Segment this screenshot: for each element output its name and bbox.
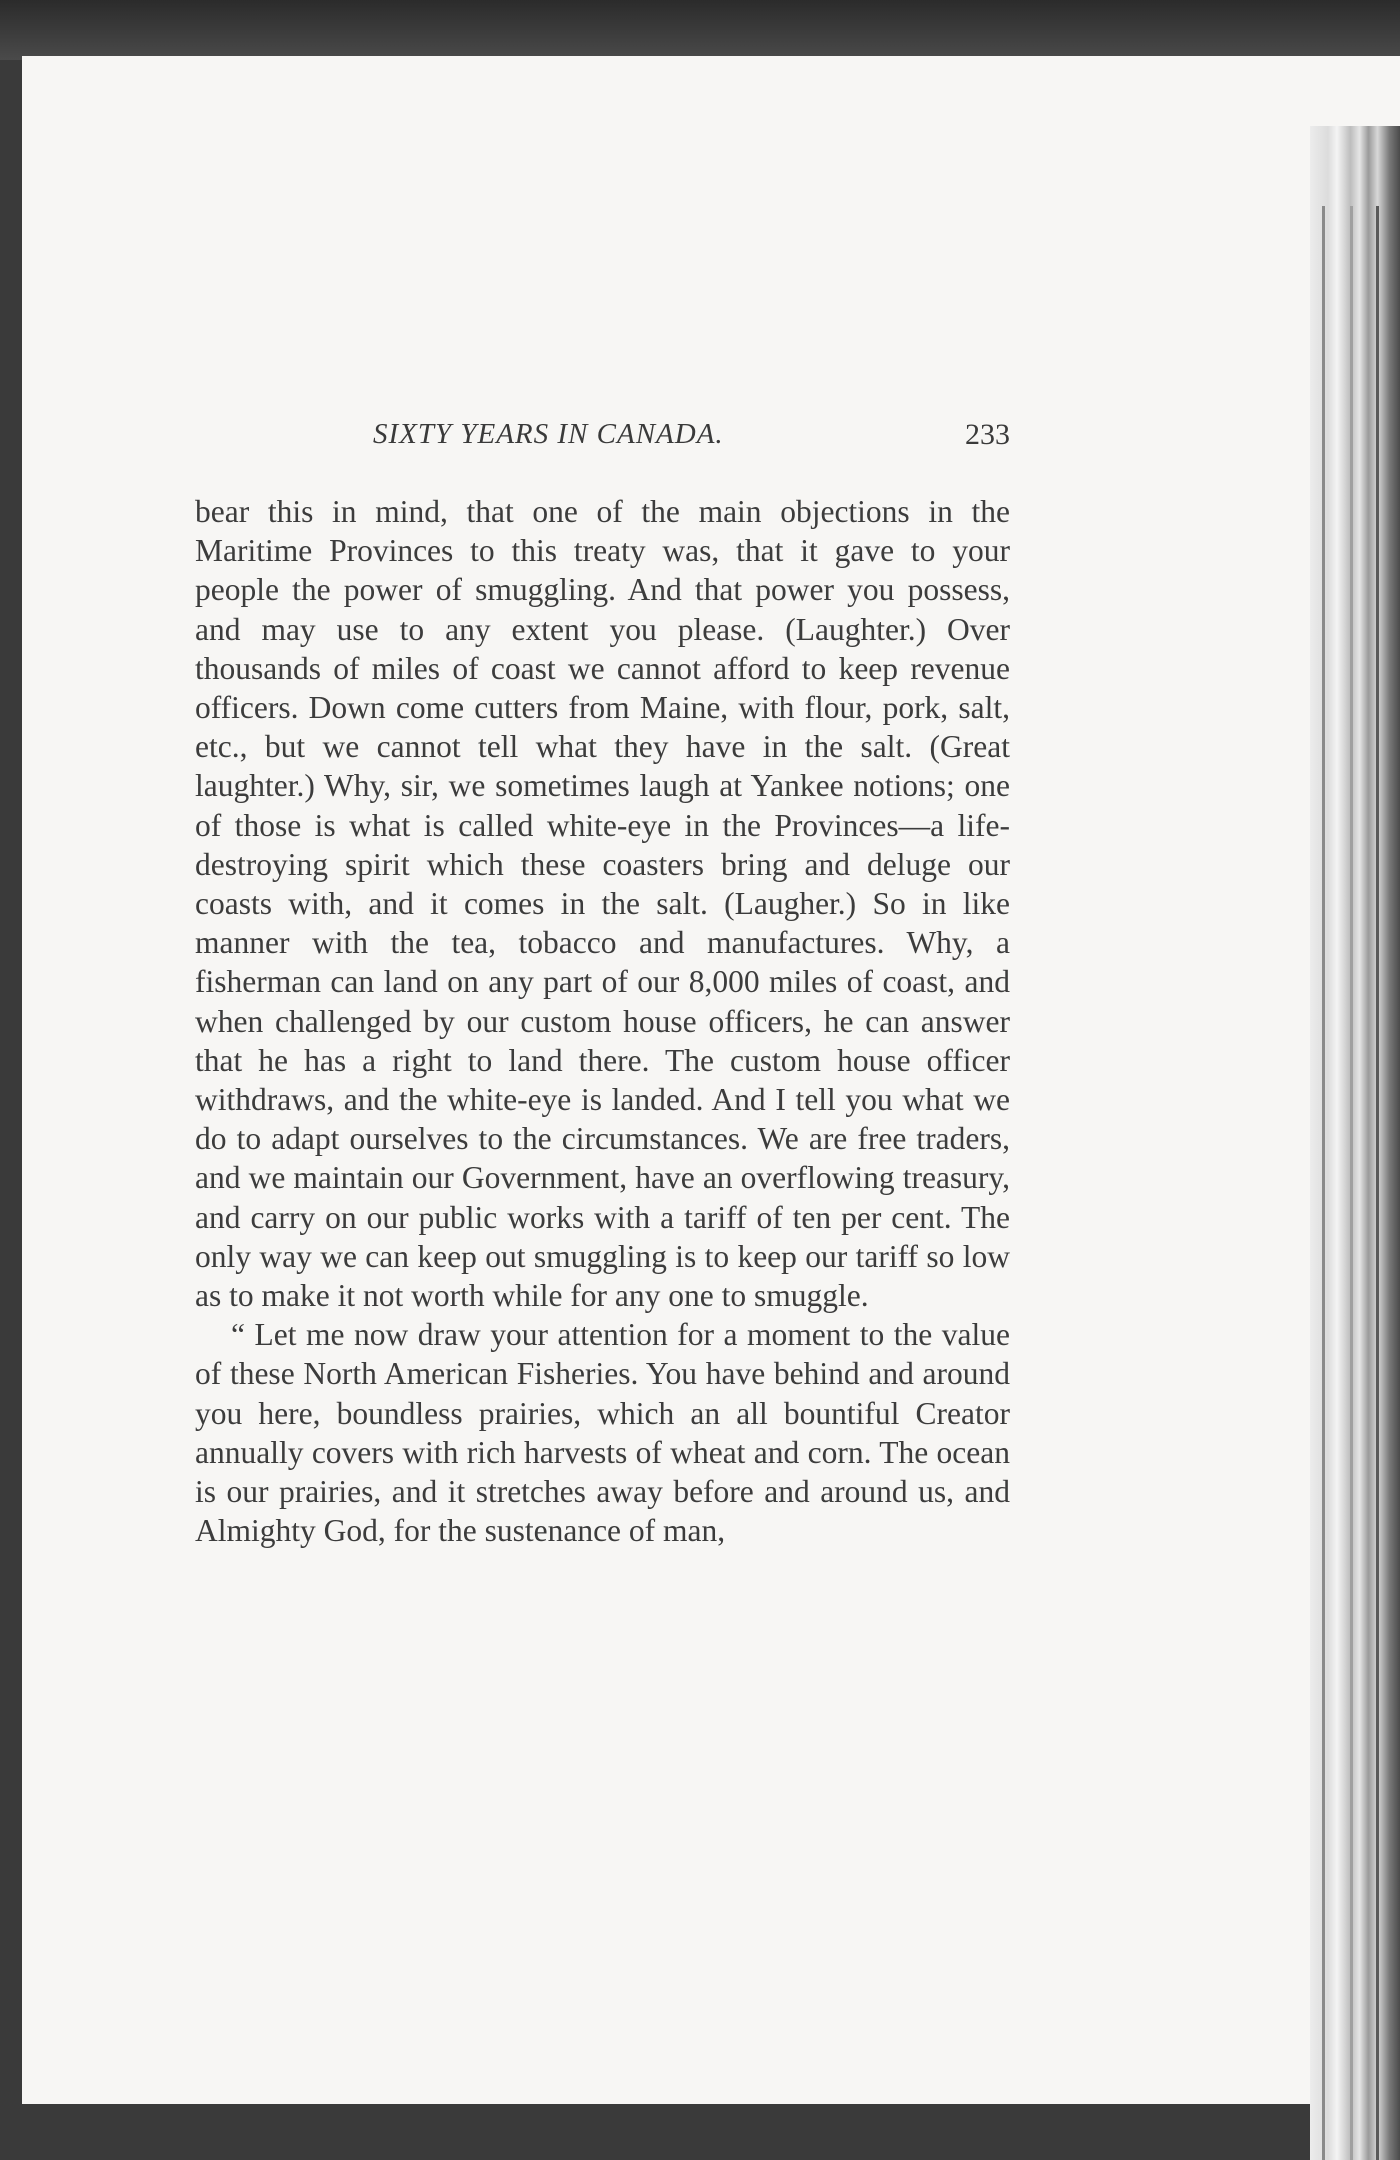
page-edge-line <box>1322 206 1325 2160</box>
page-edge-line <box>1350 206 1353 2160</box>
running-head <box>193 418 1010 458</box>
body-text <box>195 492 1010 1550</box>
paragraph: bear this in mind, that one of the main objections in the Maritime Provinces to this treaty was, that it gave to your people the power of smuggling. And that power you possess, and may use to any extent you please. (Laughter.) Over thousands of miles of coast we cannot afford to keep revenue officers. Down come cutters from Maine, with flour, pork, salt, etc., but we cannot tell what they have in the salt. (Great laughter.) Why, sir, we sometimes laugh at Yankee notions; one of those is what is called white-eye in the Provinces—a life-destroying spirit which these coasters bring and deluge our coasts with, and it comes in the salt. (Laugher.) So in like manner with the tea, tobacco and manufactures. Why, a fisherman can land on any part of our 8,000 miles of coast, and when challenged by our custom house officers, he can answer that he has a right to land there. The custom house officer withdraws, and the white-eye is landed. And I tell you what we do to adapt ourselves to the circumstances. We are free traders, and we maintain our Government, have an overflowing treasury, and carry on our public works with a tariff of ten per cent. The only way we can keep out smuggling is to keep our tariff so low as to make it not worth while for any one to smuggle. <box>195 494 1010 1314</box>
page-edge-shadow <box>1310 126 1400 2160</box>
scan-background <box>0 0 1400 60</box>
page-number: 233 <box>965 418 1010 451</box>
page-edge-line <box>1376 206 1379 2160</box>
running-title: SIXTY YEARS IN CANADA. <box>373 418 724 450</box>
paragraph: “ Let me now draw your attention for a moment to the value of these North American Fisheries. You have behind and around you here, boundless prairies, which an all bountiful Creator annually covers with rich harvests of wheat and corn. The ocean is our prairies, and it stretches away before and around us, and Almighty God, for the sustenance of man, <box>195 1317 1010 1549</box>
